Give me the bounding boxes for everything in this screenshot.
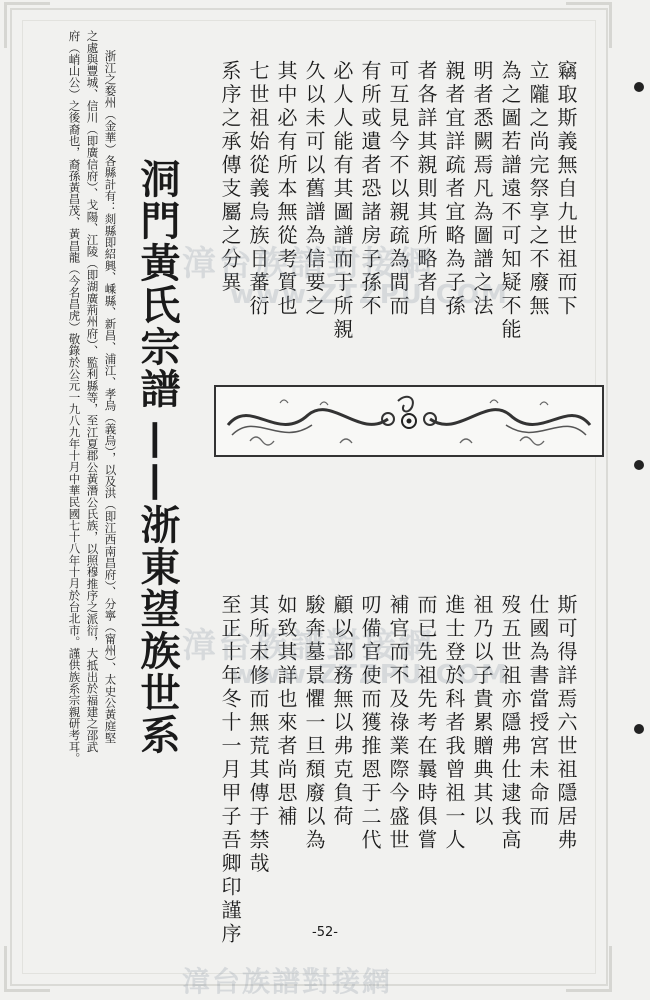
poem-column: 進士登於科者我曾祖一人 <box>442 594 466 853</box>
poem-column: 如致其詳也來者尚思補 <box>274 594 298 829</box>
dragon-banner-illustration <box>214 385 604 457</box>
poem-column: 叨備官使而獲推恩于二代 <box>358 594 382 853</box>
page-subtitle: ——浙東望族世系 <box>134 420 181 756</box>
corner-ornament <box>566 2 612 48</box>
annotation-column: 浙江之婺州（金華）各縣計有：剡縣即紹興、嵊縣、新昌、浦江、孝烏（義烏），以及洪（即江西南昌府）、分寧（甯州）、太史公黃庭堅 <box>103 50 118 744</box>
poem-column: 明者悉闕焉凡為圖譜之法 <box>470 60 494 319</box>
poem-column: 者各詳其親則其所略者自 <box>414 60 438 319</box>
poem-column: 親者宜詳疏者宜略為子孫 <box>442 60 466 319</box>
poem-column: 而已先祖先考在曩時俱嘗 <box>414 594 438 853</box>
poem-column: 竊取斯義無自九世祖而下 <box>554 60 578 319</box>
poem-column: 歿五世祖亦隱弗仕逮我高 <box>498 594 522 853</box>
dragon-ornament-icon <box>220 391 598 451</box>
poem-column: 立隴之尚完祭享之不廢無 <box>526 60 550 319</box>
poem-column: 祖乃以子貴累贈典其以 <box>470 594 494 829</box>
annotation-column: 府（峭山公）之後裔也，裔孫黃昌茂、黃昌龍（今名昌虎）敬錄於公元一九八九年十月中華民國七十八年十月於台北市。謹供族系宗親研考耳。 <box>67 30 82 764</box>
poem-column: 至正十年冬十一月甲子吾卿印謹序 <box>218 594 242 947</box>
watermark-text: 漳台族譜對接網 <box>182 244 434 284</box>
watermark-url: www.ZTZPU.COM <box>230 280 509 310</box>
poem-column: 必人人能有其圖譜而于所親 <box>330 60 354 342</box>
watermark-text: 漳台族譜對接網 <box>182 626 434 666</box>
poem-column: 可互見今不以親疏為間而 <box>386 60 410 319</box>
poem-column: 顧以部務無以弗克負荷 <box>330 594 354 829</box>
punch-hole <box>634 724 644 734</box>
poem-column: 為之圖若譜遠不可知疑不能 <box>498 60 522 342</box>
punch-hole <box>634 82 644 92</box>
poem-column: 駿奔墓景懼一旦頹廢以為 <box>302 594 326 853</box>
watermark-text: 漳台族譜對接網 <box>182 965 393 998</box>
corner-ornament <box>4 946 50 992</box>
poem-column: 斯可得詳焉六世祖隱居弗 <box>554 594 578 853</box>
corner-ornament <box>566 946 612 992</box>
poem-column: 久以未可以舊譜為信要之 <box>302 60 326 319</box>
poem-column: 系序之承傳支屬之分異 <box>218 60 242 295</box>
poem-column: 有所或遺者恐諸房子孫不 <box>358 60 382 319</box>
watermark-url: www.ZTZPU.COM <box>230 660 509 690</box>
page-title: 洞門黃氏宗譜 <box>134 158 181 410</box>
poem-column: 七世祖始從義烏族日蕃衍 <box>246 60 270 319</box>
poem-column: 其中必有所本無從考質也 <box>274 60 298 319</box>
annotation-column: 之處與豐城、信川（即廣信府）、戈陽、江陵（即湖廣荊州府）、監利縣等，至江夏郡公黃潛公氏族，以照穆推序之派衍，大抵出於福建之邵武 <box>85 30 100 753</box>
poem-column: 其所未修而無荒其傳于禁哉 <box>246 594 270 876</box>
punch-hole <box>634 460 644 470</box>
page-number: -52- <box>312 925 338 940</box>
poem-column: 補官而不及祿業際今盛世 <box>386 594 410 853</box>
poem-column: 仕國為書當授宮未命而 <box>526 594 550 829</box>
corner-ornament <box>4 2 50 48</box>
